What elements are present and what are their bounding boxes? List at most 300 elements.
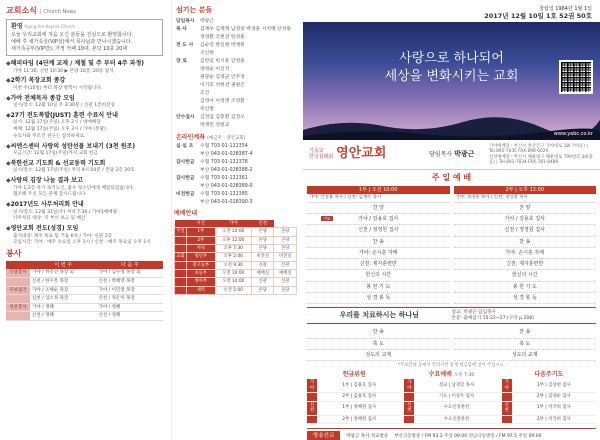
worship-order-item (454, 293, 597, 304)
servant-names: 주인철 (200, 106, 214, 112)
worship-order-text: 봉 헌 기 도 (512, 283, 537, 290)
worship-column (303, 0, 600, 440)
duty-location: 가야 (502, 379, 512, 393)
worship-order-item (307, 248, 450, 259)
servant-role: 장 로 (176, 58, 187, 64)
account-number[interactable]: 부산 043-01-028388-2 (200, 168, 253, 174)
account-row (172, 175, 299, 183)
worship-order-text: 신천 / 정정원 집사 (358, 227, 399, 234)
account-row (172, 191, 299, 199)
news-item-title: ◆ 영안교회 전도(성경) 모임 (6, 225, 163, 233)
welcome-box (6, 19, 163, 56)
schedule-sincheon: 본당 (274, 244, 297, 252)
church-tag-1: 기독교 (309, 148, 324, 154)
schedule-title: 예배안내 (174, 210, 198, 218)
duty-location (502, 393, 512, 402)
duty-person: 수요신앙훈련 (414, 415, 498, 424)
sermon-text: 본문: 출애굽기 15:22~27 (구약 p.108) (451, 315, 535, 321)
wednesday-title-text: 수요예배 (428, 370, 452, 378)
servant-row (172, 114, 299, 122)
news-item-title: ◆ 2017년도 사무처리회 안내 (6, 201, 163, 209)
news-item-detail: 모임시간: 가야 - 매주 수요일 오후 1시 / 신천 - 매주 목요일 오후 1시 (13, 240, 151, 246)
worship-order-item (307, 203, 450, 214)
worship-order-text: 헌신의 시간 (511, 272, 538, 279)
news-item-detail: 예배: 12월 17일(주일) 오후 3시 / 가야 (본당) (13, 127, 106, 133)
news-item-detail: 일시: 12월 17일(주일) 오후 2시 / 대예배당 (13, 120, 101, 126)
bongsa-next-week: 신천 / 정혜 (97, 312, 164, 321)
broadcast-info: 부산극동방송 / FM 93.3 주일 09:00 전남극동방송 / FM 97.5 주일 09:00 (394, 433, 542, 439)
bongsa-next-week: 가야 / 정혜 (97, 303, 164, 312)
schedule-time: 오후 2:00 (215, 253, 251, 261)
schedule-col-header: 신천 (252, 220, 274, 228)
schedule-service-name: 청년부 (194, 254, 207, 260)
schedule-sincheon: 본당 (274, 228, 297, 236)
worship-closing-item: 찬 송 (454, 327, 597, 338)
second-service (454, 186, 597, 304)
news-subtitle: | Church News (39, 9, 76, 15)
servant-row (172, 50, 299, 58)
bongsa-this-week: 가야 / 허흥선 목장 외 (30, 269, 97, 277)
worship-columns (303, 186, 600, 304)
servant-row (172, 90, 299, 98)
worship-closing-item: 축 도 (454, 339, 597, 350)
servant-row (172, 74, 299, 82)
schedule-col-header (175, 220, 187, 228)
bongsa-col-next: 다 음 주 (97, 261, 164, 269)
sermon-title: 우리를 치료하시는 하나님 (339, 311, 419, 320)
news-item-detail: 가야 11:30, 신천 10:30 ▶ 본당 10층, 20층 참석 (13, 68, 114, 74)
servant-role (176, 99, 200, 105)
account-type: 감사헌금 (176, 160, 195, 166)
sermon-info (452, 310, 597, 321)
bongsa-next-week: 가야 / 이민영 목장 (97, 286, 164, 295)
schedule-row (175, 253, 297, 261)
bongsa-table (6, 261, 163, 321)
schedule-col-header: 가야 (215, 220, 251, 228)
schedule-group: 교회 (176, 254, 185, 260)
servant-names: 조인현 (200, 50, 214, 56)
account-type: 비전헌금 (176, 192, 195, 198)
worship-order-item (307, 282, 450, 293)
news-item-title: ◆ 27기 전도폭발(JUST) 훈련 수료식 안내 (6, 112, 163, 120)
schedule-row (175, 244, 297, 252)
bongsa-category: 식당봉사 (6, 269, 30, 277)
servants-column (171, 0, 299, 440)
servant-role (176, 107, 200, 113)
schedule-time: 오후 12:00 (215, 236, 251, 244)
account-row (172, 143, 299, 151)
bongsa-next-week: 신천 / 정은미 목장 (97, 295, 164, 304)
bongsa-row (6, 277, 163, 286)
news-item-title: ◆ 2학기 목장교회 종강 (6, 77, 163, 85)
bongsa-row (6, 286, 163, 295)
schedule-group (175, 236, 187, 244)
schedule-gaya: 신관 (252, 261, 274, 269)
worship-order-text: 가야 / 김용호 집사 (504, 216, 545, 222)
schedule-service (187, 286, 216, 294)
schedule-gaya: 본당 (252, 244, 274, 252)
worship-order-item (307, 270, 450, 281)
schedule-sincheon: 본당 (274, 236, 297, 244)
schedule-group (175, 244, 187, 252)
servant-names: 정영환 조현선 한경훈 (200, 34, 245, 40)
qr-code[interactable] (559, 60, 593, 94)
account-number[interactable]: 수협 703-01-131378 (200, 160, 248, 166)
duty-location (307, 415, 317, 424)
account-type: 십 일 조 (176, 144, 194, 150)
bongsa-this-week: 신천 / 정혜 (30, 312, 97, 321)
welcome-heading: 환영 (11, 23, 23, 30)
worship-order-item (454, 282, 597, 293)
schedule-group (175, 278, 187, 286)
schedule-section (174, 210, 297, 295)
schedule-sincheon: 본당 (274, 286, 297, 294)
sermon-preacher: 설교: 박광근 담임목사 (451, 310, 496, 315)
schedule-gaya: 비전실 (252, 253, 274, 261)
church-tag (309, 149, 333, 160)
bulletin-meta (303, 0, 600, 22)
duty-person: 기도 | 이상우 집사 (414, 393, 498, 402)
schedule-time: 오전 10:00 (215, 278, 251, 286)
second-service-lead: 가야: 정경훈 목사 / 신천: 정일환 목사 (454, 194, 597, 203)
online-accounts-heading (172, 130, 299, 144)
duty-person: 2부 | 김양순 집사 (512, 393, 596, 402)
wednesday-duty-title (404, 371, 498, 379)
slogan-line-2: 세상을 변화시키는 교회 (384, 68, 519, 84)
duty-row (502, 393, 596, 402)
worship-order-item (454, 225, 597, 236)
worship-order-text: 성 경 봉 독 (366, 294, 391, 301)
account-type-blank (176, 184, 200, 190)
church-info-row (303, 140, 600, 170)
first-service-head: 1부 | 오전 10:00 (307, 186, 450, 194)
account-number[interactable]: 수협 703-01-131354 (200, 144, 248, 150)
news-item-detail: 협조해 주신 모든 분께 감사드립니다. (13, 192, 87, 198)
duty-person: 1부 | 김용호 집사 (317, 379, 401, 393)
news-item-title: ◆ 해피타임 (4단계 교재 / 제철 및 주 부터 4주 과정) (6, 60, 163, 68)
schedule-group (175, 286, 187, 294)
servant-names: 이기호 석현선 권평곤 (200, 82, 245, 88)
worship-order-text: 헌신의 시간 (365, 272, 392, 279)
duty-location: 신천 (404, 401, 414, 415)
founded-date: 창립일 1964년 1월 1일 (539, 6, 592, 12)
account-number[interactable]: 부산 043-01-028387-4 (200, 152, 253, 158)
wednesday-time: 오후 7:30 (454, 372, 475, 378)
news-item-detail: 사무처리 대상: 각 부서 보고 및 예산 (13, 216, 86, 222)
schedule-gaya: 본당 (252, 286, 274, 294)
worship-closing-item: 축 도 (307, 339, 450, 350)
bongsa-this-week: 가야 / 정혜 (30, 303, 97, 312)
schedule-row (175, 228, 297, 236)
servant-list (172, 18, 299, 130)
after-first (307, 327, 450, 361)
duty-location (307, 393, 317, 402)
duty-row (307, 379, 401, 393)
welcome-line: 예배 후 새가족실(VIP실)에서 목사님과 만나시겠습니다. (11, 38, 133, 45)
duty-person: 1부 | 정혜원 집사 (317, 401, 401, 415)
worship-order-text: 찬 양 (519, 204, 531, 211)
bongsa-next-week: 신천 / 박혜영 목장 (97, 277, 164, 286)
account-row (172, 167, 299, 175)
schedule-service (187, 244, 216, 252)
servant-names: 조진 (200, 90, 210, 96)
broadcast-sub: 박광근 목사 설교방송 (346, 433, 389, 439)
news-item (6, 60, 163, 74)
pastor-label: 담임목사 (429, 151, 453, 159)
schedule-row (175, 269, 297, 277)
schedule-service-name: 초등부 (194, 270, 207, 276)
bongsa-section (6, 249, 163, 321)
servant-names: 양경순 이신석 (200, 66, 230, 72)
duty-row (307, 393, 401, 402)
servant-row (172, 18, 299, 26)
servant-names: 김재우 김재혁 남경일 박경훈 서치명 안성용 (200, 26, 292, 32)
servant-row (172, 42, 299, 50)
worship-order-text: 가야: 손시훈 자매 (505, 249, 545, 256)
bongsa-this-week: 신천 / 한수옥 목장 (30, 277, 97, 286)
bongsa-title: 봉사 (6, 249, 22, 259)
bongsa-category: 성찬봉사 (6, 303, 30, 312)
news-item-title: ◆ 사랑의 김장 나눔 결과 보고 (6, 177, 163, 185)
account-type: 감사헌금 (176, 176, 195, 182)
servant-role (176, 51, 200, 57)
servant-row (172, 58, 299, 66)
news-item (6, 201, 163, 222)
news-item-detail: 모금기간: 12월 17일(주일)까지 교회 헌금 (13, 151, 98, 157)
duty-row (307, 415, 401, 424)
servant-row (172, 98, 299, 106)
online-subtitle: (예금주 : 영안교회) (207, 135, 246, 141)
next-prayer-title: 다음주기도 (534, 370, 564, 378)
worship-tag: 기도 (323, 216, 331, 221)
duty-person: 2부 | 정혜원 집사 (317, 415, 401, 424)
bongsa-category (6, 295, 30, 304)
servant-names: 김정업 김충환 김정오 (200, 114, 245, 120)
news-item (6, 177, 163, 198)
church-logo (309, 146, 429, 162)
bongsa-category (6, 312, 30, 321)
worship-closing-item: 성도의 교제 (454, 350, 597, 361)
account-number[interactable]: 수협 703-01-131361 (200, 176, 248, 182)
news-title: 교회소식 (6, 6, 37, 15)
duty-location: 가야 (307, 379, 317, 393)
welcome-line: 오늘 우리교회에 처음 오신 분들을 진심으로 환영합니다. (11, 31, 134, 38)
servant-row (172, 26, 299, 34)
broadcast-bar (307, 428, 596, 440)
duty-row (404, 415, 498, 424)
schedule-gaya: 본당 (252, 236, 274, 244)
schedule-service (187, 269, 216, 277)
online-title: 온라인계좌 (176, 133, 205, 141)
schedule-group (175, 261, 187, 269)
worship-order-item (454, 248, 597, 259)
schedule-service-name: 1부 (197, 229, 205, 235)
duty-location (404, 393, 414, 402)
duty-person: 1부 | 서국희 집사 (512, 401, 596, 415)
worship-order-item (454, 259, 597, 270)
schedule-row (175, 278, 297, 286)
news-item-title: ◆ 가야 전체목자 종강 모임 (6, 95, 163, 103)
news-column (0, 0, 168, 440)
account-number[interactable]: 부산 043-01-028390-3 (200, 200, 253, 206)
bongsa-category (6, 277, 30, 286)
worship-order-item (307, 293, 450, 304)
banner (303, 22, 600, 140)
schedule-service-name: 2부 (197, 237, 205, 243)
offering-note: *주보안내 등에서 알리시면 좋게 헌금함에 넣어 주십시오. (397, 363, 506, 369)
after-sermon (303, 327, 600, 361)
schedule-time: 오전 9:30 (215, 261, 251, 269)
schedule-time: 오전 10:00 (215, 269, 251, 277)
schedule-gaya: 본당 (252, 228, 274, 236)
schedule-service-name: 저녁 (196, 245, 205, 251)
duty-location: 신천 (502, 401, 512, 415)
schedule-time: 오후 7:30 (215, 244, 251, 252)
banner-slogan (303, 50, 600, 85)
news-item-title: ◆ 북한선교 기도회 & 선교동력 기도회 (6, 160, 163, 168)
schedule-group: 주일 (176, 229, 185, 235)
news-item (6, 112, 163, 140)
servant-names: 김만길 빅시훈 안경용 (200, 58, 245, 64)
schedule-service (187, 236, 216, 244)
worship-title: 주 일 예 배 (431, 173, 472, 182)
servant-role: 담임목사 (176, 18, 195, 24)
duty-person: 1부 | 김상현 집사 (512, 379, 596, 393)
duty-row (502, 379, 596, 393)
duty-row (502, 401, 596, 415)
worship-order-item (307, 225, 450, 236)
schedule-service (187, 253, 216, 261)
duty-location: 신천 (307, 401, 317, 415)
bongsa-category: 주보접기 (6, 286, 30, 295)
account-row (172, 199, 299, 207)
next-prayer-table (502, 379, 596, 424)
duty-row (307, 401, 401, 415)
duty-row (404, 393, 498, 402)
servant-role (176, 91, 200, 97)
servant-role (176, 67, 200, 73)
servant-row (172, 106, 299, 114)
worship-order-text: 가야 / 김용호 집사 (358, 216, 399, 222)
offering-duty (307, 371, 401, 425)
servant-row (172, 66, 299, 74)
account-type-blank (176, 168, 200, 174)
servant-role: 목 사 (176, 26, 187, 32)
news-header (6, 6, 163, 16)
worship-order-item (454, 270, 597, 281)
worship-order-text: 찬 송 (372, 238, 384, 245)
church-addresses (489, 144, 594, 165)
news-item-detail: 이번 주(10일) 부터 목장 방학이 시작됩니다. (13, 85, 103, 91)
worship-order-item (454, 214, 597, 225)
schedule-service (187, 278, 216, 286)
servant-role: 전 도 사 (176, 42, 194, 48)
worship-order-text: 신천: 제자훈련반 (506, 261, 544, 267)
slogan-line-1: 사랑으로 하나되어 (399, 51, 504, 66)
servant-role (176, 83, 200, 89)
first-service (307, 186, 450, 304)
servant-row (172, 82, 299, 90)
bongsa-this-week: 신천 / 임소정 목장 (30, 295, 97, 304)
account-number[interactable]: 부산 043-01-028389-0 (200, 184, 253, 190)
address-gaya: 가야예배당 : 부산시 부산진구 가야대로 18(가야동) | Tel.891-7035 FAX.898-6029 (489, 143, 588, 155)
servant-names: 권달순 김경군 안주성 (200, 74, 245, 80)
schedule-col-header: 시간 (187, 220, 216, 228)
offering-duty-title: 헌금위원 (342, 370, 366, 378)
schedule-time: 오전 10:00 (215, 228, 251, 236)
schedule-time: 오전 5:00 (215, 286, 251, 294)
duty-person: 2부 | 서국희 집사 (512, 415, 596, 424)
news-item-detail: 출석대상: 제주 흑표 팀 거듭 6차 / 가야: 신관 2층 (13, 233, 113, 239)
servants-title: 섬기는 분들 (176, 6, 213, 14)
news-item-detail: 수료자와 무조건 친구는 참석하세요. (13, 133, 86, 139)
servant-names: 김영아 이정명 조영환 (200, 98, 245, 104)
news-item-detail: 일시/장소: 12월 31일(주) 저녁 7:30 / 가야1예배당 (13, 209, 118, 215)
worship-closing-item: 찬 송 (307, 327, 450, 338)
first-service-lead: 가야: 안성용 목사 / 신천: 김재우 목사 (307, 194, 450, 203)
news-item-detail: 일시/장소: 12월 17일(주일) 저녁 9시 50분 / 본당 2층 20호 (13, 168, 135, 174)
servant-row (172, 34, 299, 42)
account-row (172, 159, 299, 167)
worship-order-item (454, 203, 597, 214)
news-item-detail: 가야 1,2층 자가 독거노인, 불우 청소년에게 배달되었습니다. (13, 185, 135, 191)
next-prayer-duty (502, 371, 596, 425)
duty-person: 설교 | 남경일 목사 (414, 379, 498, 393)
bongsa-next-week: 가야 / 김수정 목장 외 (97, 269, 164, 277)
duty-location (404, 415, 414, 424)
broadcast-label: 방송선교 (307, 431, 340, 440)
bongsa-row (6, 269, 163, 277)
schedule-sincheon: 신관 (274, 278, 297, 286)
schedule-service-name: 영아부 (194, 279, 207, 285)
news-item (6, 143, 163, 157)
worship-order-text: 찬 양 (372, 204, 384, 211)
duty-row (502, 415, 596, 424)
bongsa-row (6, 312, 163, 321)
church-name: 영안교회 (336, 146, 387, 162)
schedule-group (175, 269, 187, 277)
schedule-row (175, 261, 297, 269)
worship-order-item (307, 237, 450, 248)
schedule-sincheon: 신관 (274, 261, 297, 269)
bongsa-col-this: 이 번 주 (30, 261, 97, 269)
worship-closing-item: 성도의 교제 (307, 350, 450, 361)
account-type-blank (176, 152, 200, 158)
schedule-service-name: 새벽 (196, 287, 205, 293)
church-tag-2: 한국침례회 (309, 153, 334, 160)
account-row (172, 183, 299, 191)
church-url[interactable]: www.yabc.co.kr (553, 130, 593, 137)
bongsa-row (6, 303, 163, 312)
news-item (6, 225, 163, 246)
schedule-sincheon: 예배실 (274, 269, 297, 277)
pastor-block (429, 150, 489, 159)
servant-role (176, 35, 200, 41)
issue-info: 2017년 12월 10일 1호 52권 50호 (484, 12, 592, 21)
account-list (172, 143, 299, 207)
account-number[interactable]: 수협 703-01-131385 (200, 192, 248, 198)
account-row (172, 151, 299, 159)
pastor-name: 박광근 (454, 150, 475, 159)
duty-row (404, 379, 498, 393)
duty-person: 2부 | 김용호 집사 (317, 393, 401, 402)
duty-location: 가야 (404, 379, 414, 393)
servant-names: 박광근 (200, 18, 214, 24)
news-item-title: ◆ 씨엔스센터 사랑의 성탄선물 보내기 (3천 원조) (6, 143, 163, 151)
worship-order-item (454, 237, 597, 248)
wednesday-duty (404, 371, 498, 425)
worship-order-text: 성 경 봉 독 (512, 294, 537, 301)
